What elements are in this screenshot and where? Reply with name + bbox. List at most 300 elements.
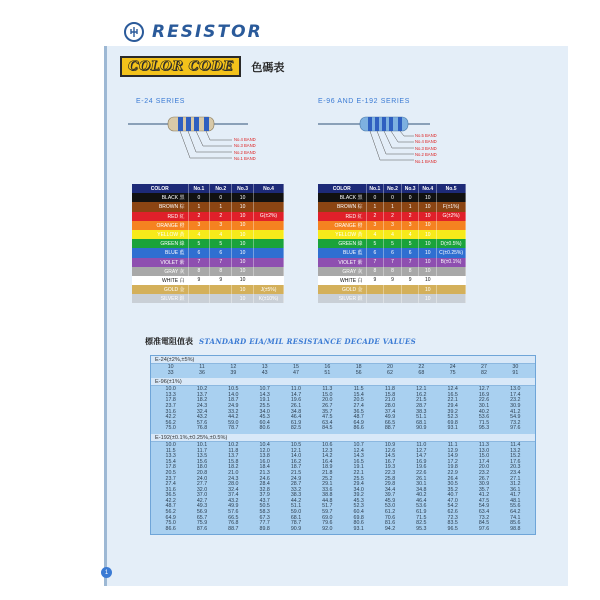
color-value: 10: [419, 239, 437, 248]
color-name: GRAY 灰: [132, 267, 188, 276]
resistance-value: 53.0: [384, 503, 396, 510]
resistance-value: 38.8: [322, 492, 333, 499]
color-value: 2: [384, 212, 402, 221]
color-value: 4: [188, 230, 210, 239]
color-name: VIOLET 紫: [318, 258, 366, 267]
color-value: 5: [188, 239, 210, 248]
resistance-value: 54.2: [447, 503, 458, 510]
resistance-value: 10.2: [228, 441, 239, 448]
resistance-value: 19.3: [384, 464, 396, 471]
color-value: 10: [419, 202, 437, 211]
resistance-value: 61.9: [416, 509, 427, 516]
resistance-value: 10: [167, 364, 174, 370]
color-value: 10: [232, 221, 254, 230]
color-name: YELLOW 黃: [132, 230, 188, 239]
resistance-value: 33.2: [290, 486, 302, 493]
col-header: No.4: [419, 184, 437, 193]
resistance-value: 68: [418, 369, 425, 376]
color-value: 6: [188, 248, 210, 257]
resistance-value: 59.0: [228, 419, 239, 426]
resistance-value: 12.4: [447, 386, 458, 393]
resistance-value: 93.1: [353, 525, 364, 532]
resistance-value: 28.7: [416, 402, 427, 409]
color-value: 6: [210, 248, 232, 257]
resistance-value: 11.8: [385, 386, 395, 393]
color-value: [437, 230, 466, 239]
resistance-values-table: [150, 355, 536, 535]
series-label-e24: E-24 SERIES: [136, 98, 186, 105]
resistance-value: 10.5: [290, 441, 302, 448]
resistance-value: 94.2: [384, 525, 396, 532]
resistance-value: 89.8: [259, 525, 270, 532]
resistance-value: 17.6: [510, 458, 521, 465]
resistance-value: 23.7: [165, 402, 176, 409]
resistance-value: 44.2: [228, 414, 239, 421]
resistance-value: 95.3: [478, 425, 490, 432]
resistance-value: 61.2: [384, 509, 396, 516]
resistance-value: 26.7: [478, 475, 490, 482]
color-name: GOLD 金: [132, 285, 188, 294]
resistance-value: 73.2: [510, 419, 521, 426]
color-value: 0: [401, 193, 419, 202]
resistance-value: 88.7: [384, 425, 396, 432]
resistance-value: 82: [481, 369, 487, 376]
resistance-value: 76.8: [228, 520, 239, 527]
resistance-value: 25.8: [384, 475, 396, 482]
col-header: No.4: [254, 184, 284, 193]
color-name: BLUE 藍: [132, 248, 188, 257]
color-code-title: COLOR CODE: [120, 56, 241, 77]
color-row: [318, 212, 466, 221]
resistance-value: 34.4: [384, 486, 396, 493]
resistance-value: 30.9: [510, 402, 521, 409]
resistance-value: 13.3: [165, 391, 176, 398]
resistance-value: 87.6: [196, 525, 208, 532]
resistance-value: 32.4: [196, 408, 208, 415]
resistance-value: 22.1: [447, 397, 458, 404]
color-value: 10: [232, 193, 254, 202]
color-name: GREEN 綠: [318, 239, 366, 248]
resistance-value: 45.3: [353, 497, 364, 504]
resistance-value: 15.8: [384, 391, 396, 398]
resistance-value: 27: [481, 364, 487, 370]
resistance-value: 14.5: [384, 453, 396, 460]
color-row: [132, 202, 284, 211]
color-value: 5: [384, 239, 402, 248]
resistance-value: 15: [293, 364, 299, 370]
resistance-value: 30.1: [478, 402, 490, 409]
col-header: No.1: [366, 184, 384, 193]
color-value: 7: [210, 258, 232, 267]
resistance-value: 78.7: [228, 425, 239, 432]
resistance-value: 85.6: [510, 520, 521, 527]
col-header: COLOR: [132, 184, 188, 193]
resistance-value: 44.2: [290, 497, 302, 504]
color-value: 9: [210, 276, 232, 285]
color-name: VIOLET 紫: [132, 258, 188, 267]
resistance-value: 20.3: [510, 464, 521, 471]
resistance-value: 10.9: [384, 441, 396, 448]
resistance-value: 43.2: [228, 497, 239, 504]
col-header: COLOR: [318, 184, 366, 193]
resistance-value: 16.2: [290, 458, 302, 465]
resistance-value: 46.4: [290, 414, 302, 421]
color-name: YELLOW 黃: [318, 230, 366, 239]
band-label: No.4 BAND: [415, 139, 437, 145]
resistance-value: 10.7: [259, 386, 270, 393]
band-label: No.2 BAND: [415, 152, 437, 158]
resistance-value: 37.4: [228, 492, 239, 499]
band-labels-e24: [234, 137, 256, 163]
resistance-value: 22.6: [416, 469, 427, 476]
resistor-5band-diagram: [318, 110, 430, 166]
resistance-value: 97.6: [510, 425, 521, 432]
band-label: No.3 BAND: [234, 143, 256, 149]
color-value: 10: [419, 276, 437, 285]
resistance-value: 54.9: [510, 414, 521, 421]
resistance-value: 24: [449, 364, 456, 370]
col-header: No.3: [232, 184, 254, 193]
resistance-value: 79.6: [322, 520, 333, 527]
color-value: 1: [401, 202, 419, 211]
resistance-value: 21.0: [228, 469, 239, 476]
resistance-value: 11.0: [291, 386, 301, 393]
color-value: 10: [232, 294, 254, 303]
resistance-value: 72.3: [447, 514, 458, 521]
resistance-value: 36: [199, 369, 205, 376]
color-value: 9: [188, 276, 210, 285]
resistance-value: 10.7: [353, 441, 364, 448]
resistance-value: 33.2: [228, 408, 239, 415]
resistance-value: 34.8: [416, 486, 427, 493]
color-row: [318, 294, 466, 303]
resistance-value: 69.0: [322, 514, 333, 521]
color-name: WHITE 白: [318, 276, 366, 285]
resistance-value: 22.6: [478, 397, 490, 404]
resistance-value: 74.1: [510, 514, 521, 521]
resistance-value: 15.8: [228, 458, 239, 465]
color-table-e24: [132, 184, 284, 303]
color-value: 3: [210, 221, 232, 230]
resistance-value: 12.7: [416, 447, 427, 454]
resistance-value: 59.0: [290, 509, 302, 516]
resistance-value: 12.6: [384, 447, 396, 454]
resistance-value: 37.0: [196, 492, 208, 499]
resistance-value: 29.8: [384, 481, 396, 488]
color-value: 9: [401, 276, 419, 285]
color-value: 10: [232, 258, 254, 267]
color-name: WHITE 白: [132, 276, 188, 285]
resistance-value: 18: [355, 364, 362, 370]
resistance-value: 43.7: [259, 497, 270, 504]
resistance-value: 46.4: [416, 497, 427, 504]
resistance-value: 21.8: [322, 469, 333, 476]
color-row: [132, 212, 284, 221]
color-value: 6: [366, 248, 384, 257]
color-value: 10: [232, 202, 254, 211]
color-name: ORANGE 橙: [132, 221, 188, 230]
resistance-value: 92.0: [322, 525, 333, 532]
resistance-value: 15.4: [165, 458, 176, 465]
color-row: [132, 239, 284, 248]
resistance-value: 34.0: [353, 486, 364, 493]
color-value: [437, 221, 466, 230]
resistance-value: 12.7: [478, 386, 490, 393]
color-name: SILVER 銀: [132, 294, 188, 303]
resistance-value: 43.2: [196, 414, 208, 421]
color-value: G(±2%): [254, 212, 284, 221]
resistance-value: 25.2: [322, 475, 333, 482]
resistance-value: 12: [230, 364, 237, 370]
resistance-value: 22.1: [353, 469, 364, 476]
resistance-value: 10.4: [259, 441, 270, 448]
resistance-value: 47.0: [447, 497, 458, 504]
resistance-value: 96.5: [447, 525, 458, 532]
color-value: 3: [366, 221, 384, 230]
resistance-value: 49.9: [228, 503, 239, 510]
color-value: 10: [419, 294, 437, 303]
resistance-value: 57.6: [228, 509, 239, 516]
resistance-value: 76.8: [196, 425, 208, 432]
resistance-value: 12.0: [259, 447, 270, 454]
color-value: 2: [401, 212, 419, 221]
resistance-value: 56: [355, 369, 362, 376]
color-value: [254, 221, 284, 230]
resistance-value: 13.8: [259, 453, 270, 460]
resistance-value: 37.4: [384, 408, 396, 415]
resistance-value: 14.3: [259, 391, 270, 398]
color-value: 3: [401, 221, 419, 230]
resistance-value: 15.4: [353, 391, 364, 398]
color-value: 1: [384, 202, 402, 211]
resistance-value: 17.4: [510, 391, 521, 398]
resistance-value: 13.0: [478, 447, 490, 454]
color-value: 2: [366, 212, 384, 221]
resistance-value: 11.5: [353, 386, 364, 393]
resistance-value: 24.3: [196, 402, 208, 409]
color-value: 2: [188, 212, 210, 221]
resistance-value: 65.7: [196, 514, 208, 521]
color-name: ORANGE 橙: [318, 221, 366, 230]
color-value: 10: [232, 276, 254, 285]
resistance-value: 18.0: [196, 464, 208, 471]
color-value: 1: [188, 202, 210, 211]
resistance-value: 45.3: [259, 414, 270, 421]
resistance-value: 28.0: [384, 402, 396, 409]
resistance-value: 48.7: [165, 503, 176, 510]
resistance-value: 68.1: [290, 514, 302, 521]
resistance-value: 34.8: [290, 408, 302, 415]
resistance-value: 17.4: [478, 458, 490, 465]
series-values-grid: [151, 442, 535, 535]
resistance-value: 35.7: [478, 486, 490, 493]
resistor-4band-diagram: [128, 110, 248, 166]
resistance-value: 11.0: [416, 441, 427, 448]
resistance-value: 27.7: [196, 481, 208, 488]
resistance-value: 58.3: [259, 509, 270, 516]
resistance-value: 52.3: [447, 414, 458, 421]
resistance-value: 20.8: [196, 469, 208, 476]
resistance-value: 75.9: [196, 520, 208, 527]
color-value: 9: [366, 276, 384, 285]
resistance-value: 19.6: [290, 397, 302, 404]
color-value: 10: [419, 212, 437, 221]
resistance-value: 10.2: [196, 386, 208, 393]
color-table-body: [318, 193, 466, 303]
resistance-value: 36.1: [510, 486, 521, 493]
resistance-value: 66.5: [228, 514, 239, 521]
resistance-value: 22.3: [384, 469, 396, 476]
resistance-value: 51: [324, 369, 331, 376]
resistance-value: 13.7: [228, 453, 239, 460]
resistance-value: 11.5: [165, 447, 176, 454]
resistance-value: 15.0: [322, 391, 333, 398]
resistance-value: 23.2: [478, 469, 490, 476]
resistance-value: 28.4: [259, 481, 270, 488]
resistance-value: 22.9: [447, 469, 458, 476]
color-value: [254, 276, 284, 285]
color-value: [437, 267, 466, 276]
series-label-e96: E-96 AND E-192 SERIES: [318, 98, 410, 105]
resistance-value: 39.2: [447, 408, 458, 415]
resistance-value: 18.9: [322, 464, 333, 471]
resistance-value: 10.5: [228, 386, 239, 393]
resistance-value: 28.0: [228, 481, 239, 488]
color-table-body: [132, 193, 284, 303]
color-value: 10: [419, 258, 437, 267]
resistance-value: 38.3: [290, 492, 302, 499]
resistance-value: 14.3: [353, 453, 364, 460]
color-value: [437, 193, 466, 202]
color-value: 7: [366, 258, 384, 267]
resistance-value: 10.0: [165, 386, 176, 393]
resistance-value: 18.4: [259, 464, 270, 471]
band-label: No.5 BAND: [415, 133, 437, 138]
resistance-value: 14.7: [290, 391, 302, 398]
color-value: K(±10%): [254, 294, 284, 303]
color-name: BLUE 藍: [318, 248, 366, 257]
resistance-value: 42.2: [165, 497, 176, 504]
resistance-value: 57.6: [196, 419, 208, 426]
color-name: RED 紅: [132, 212, 188, 221]
color-value: 10: [419, 267, 437, 276]
resistance-value: 33: [167, 369, 174, 376]
col-header: No.3: [401, 184, 419, 193]
resistance-value: 83.5: [447, 520, 458, 527]
color-value: [254, 248, 284, 257]
resistance-value: 60.4: [353, 509, 364, 516]
resistance-value: 82.5: [290, 425, 302, 432]
resistance-value: 18.2: [196, 397, 208, 404]
resistance-value: 39.2: [353, 492, 364, 499]
color-row: [318, 258, 466, 267]
resistance-value: 29.4: [447, 402, 458, 409]
resistance-value: 19.1: [353, 464, 364, 471]
resistance-value: 49.3: [196, 503, 208, 510]
resistance-value: 12.3: [322, 447, 333, 454]
color-value: 8: [401, 267, 419, 276]
col-header: No.1: [188, 184, 210, 193]
resistance-value: 59.7: [322, 509, 333, 516]
resistance-value: 73.2: [478, 514, 490, 521]
resistance-value: 16.7: [384, 458, 396, 465]
resistance-value: 30.5: [447, 481, 458, 488]
resistance-value: 64.9: [165, 514, 176, 521]
resistance-value: 56.9: [196, 509, 208, 516]
resistance-value: 13: [261, 364, 268, 370]
resistance-value: 16.9: [416, 458, 427, 465]
resistance-value: 25.5: [353, 475, 364, 482]
color-value: [254, 267, 284, 276]
color-value: [366, 294, 384, 303]
resistance-value: 24.6: [259, 475, 270, 482]
resistance-value: 69.8: [353, 514, 364, 521]
color-value: 10: [232, 212, 254, 221]
color-value: 7: [401, 258, 419, 267]
color-value: [384, 285, 402, 294]
resistance-value: 12.1: [290, 447, 302, 454]
resistance-value: 31.6: [165, 486, 176, 493]
resistance-value: 50.5: [259, 503, 270, 510]
color-row: [318, 202, 466, 211]
resistance-value: 10.0: [165, 441, 176, 448]
resistance-value: 41.2: [478, 492, 490, 499]
resistance-value: 44.8: [322, 497, 333, 504]
resistance-value: 16.5: [447, 391, 458, 398]
color-row: [132, 230, 284, 239]
resistance-value: 90.9: [416, 425, 427, 432]
color-value: 0: [210, 193, 232, 202]
series-group-label: E-24(±2%,±5%): [151, 356, 535, 364]
resistance-value: 30.9: [478, 481, 490, 488]
resistance-value: 10.1: [196, 441, 208, 448]
color-value: 8: [384, 267, 402, 276]
series-values-grid: [151, 386, 535, 434]
color-row: [132, 248, 284, 257]
color-value: J(±5%): [254, 285, 284, 294]
color-value: [366, 285, 384, 294]
series-group-label: E-192(±0.1%,±0.25%,±0.5%): [151, 434, 535, 442]
resistance-value: 56.2: [165, 419, 176, 426]
color-value: 5: [401, 239, 419, 248]
resistance-value: 10.6: [322, 441, 333, 448]
color-value: [188, 294, 210, 303]
color-value: 10: [232, 267, 254, 276]
band-label: No.2 BAND: [234, 149, 256, 155]
resistance-value: 88.7: [228, 525, 239, 532]
resistance-value: 30: [512, 364, 519, 370]
resistance-value: 80.6: [259, 425, 270, 432]
brand-header: [124, 20, 263, 44]
color-value: [254, 258, 284, 267]
resistance-value: 21.5: [416, 397, 427, 404]
resistance-value: 24.9: [290, 475, 302, 482]
color-value: 4: [401, 230, 419, 239]
resistance-value: 51.1: [290, 503, 302, 510]
resistance-value: 53.6: [478, 414, 490, 421]
resistance-value: 23.4: [510, 469, 521, 476]
resistance-value: 33.6: [322, 486, 333, 493]
resistance-value: 48.7: [353, 414, 364, 421]
resistance-value: 13.3: [165, 453, 176, 460]
color-name: BLACK 黑: [318, 193, 366, 202]
resistance-value: 36.5: [165, 492, 176, 499]
resistance-value: 97.6: [478, 525, 490, 532]
section-heading: [120, 56, 284, 77]
color-value: B(±0.1%): [437, 258, 466, 267]
resistance-value: 19.1: [259, 397, 270, 404]
color-row: [132, 276, 284, 285]
